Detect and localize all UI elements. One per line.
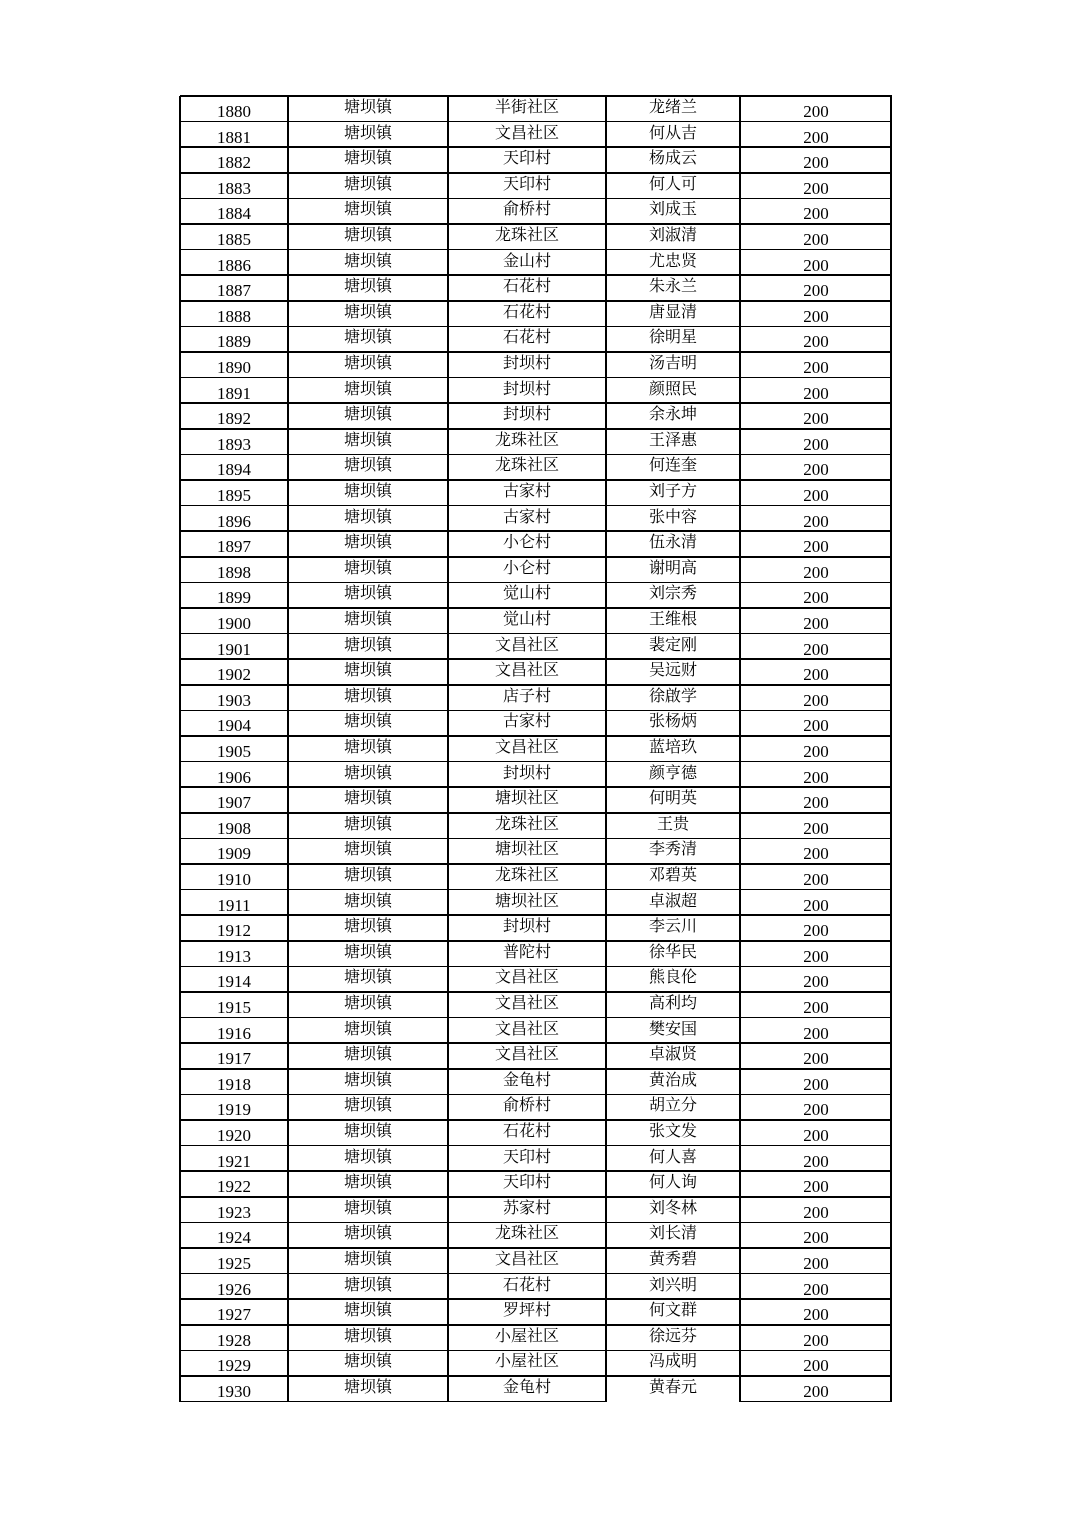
amount-cell: 200 xyxy=(803,178,829,198)
serial-number-cell: 1903 xyxy=(217,690,251,710)
serial-number-cell: 1916 xyxy=(217,1023,251,1043)
town-cell: 塘坝镇 xyxy=(343,1095,392,1115)
amount-cell: 200 xyxy=(803,844,829,864)
subsidy-table xyxy=(180,96,892,1410)
amount-cell: 200 xyxy=(803,818,829,838)
town-cell: 塘坝镇 xyxy=(343,353,392,372)
amount-cell: 200 xyxy=(803,742,829,761)
amount-cell: 200 xyxy=(803,793,829,813)
village-cell: 封坝村 xyxy=(502,378,551,398)
town-cell: 塘坝镇 xyxy=(343,1300,392,1320)
town-cell: 塘坝镇 xyxy=(343,711,392,731)
amount-cell: 200 xyxy=(803,1356,829,1376)
serial-number-cell: 1918 xyxy=(217,1074,251,1094)
village-cell: 古家村 xyxy=(502,711,551,731)
amount-cell: 200 xyxy=(803,588,829,608)
village-cell: 石花村 xyxy=(502,327,551,347)
town-cell: 塘坝镇 xyxy=(343,609,392,628)
amount-cell: 200 xyxy=(803,1100,829,1120)
serial-number-cell: 1911 xyxy=(217,895,251,915)
serial-number-cell: 1884 xyxy=(217,204,251,224)
village-cell: 金龟村 xyxy=(502,1377,551,1396)
village-cell: 龙珠社区 xyxy=(494,225,559,244)
person-name-cell: 徐远芬 xyxy=(648,1325,697,1345)
serial-number-cell: 1922 xyxy=(217,1177,251,1197)
person-name-cell: 何人喜 xyxy=(648,1146,697,1166)
village-cell: 普陀村 xyxy=(502,941,551,961)
village-cell: 小仑村 xyxy=(502,557,551,577)
town-cell: 塘坝镇 xyxy=(343,839,392,859)
town-cell: 塘坝镇 xyxy=(343,1249,392,1268)
grid-line xyxy=(605,96,607,1402)
serial-number-cell: 1900 xyxy=(217,614,251,633)
person-name-cell: 黄春元 xyxy=(648,1377,697,1396)
town-cell: 塘坝镇 xyxy=(343,327,392,347)
town-cell: 塘坝镇 xyxy=(343,762,392,782)
town-cell: 塘坝镇 xyxy=(343,993,392,1012)
village-cell: 文昌社区 xyxy=(494,993,559,1012)
person-name-cell: 冯成明 xyxy=(648,1351,697,1371)
amount-cell: 200 xyxy=(803,921,829,941)
serial-number-cell: 1923 xyxy=(217,1202,251,1222)
amount-cell: 200 xyxy=(803,639,829,659)
amount-cell: 200 xyxy=(803,946,829,966)
amount-cell: 200 xyxy=(803,998,829,1017)
town-cell: 塘坝镇 xyxy=(343,1121,392,1140)
person-name-cell: 卓淑贤 xyxy=(648,1044,697,1064)
town-cell: 塘坝镇 xyxy=(343,890,392,910)
serial-number-cell: 1890 xyxy=(217,358,251,377)
village-cell: 石花村 xyxy=(502,301,551,321)
town-cell: 塘坝镇 xyxy=(343,1146,392,1166)
town-cell: 塘坝镇 xyxy=(343,148,392,168)
person-name-cell: 刘长清 xyxy=(648,1223,697,1243)
amount-cell: 200 xyxy=(803,1254,829,1273)
village-cell: 塘坝社区 xyxy=(494,890,559,910)
serial-number-cell: 1895 xyxy=(217,486,251,505)
person-name-cell: 王泽惠 xyxy=(648,429,697,449)
amount-cell: 200 xyxy=(803,537,829,557)
village-cell: 龙珠社区 xyxy=(494,1223,559,1243)
town-cell: 塘坝镇 xyxy=(343,532,392,552)
town-cell: 塘坝镇 xyxy=(343,378,392,398)
town-cell: 塘坝镇 xyxy=(343,301,392,321)
amount-cell: 200 xyxy=(803,1126,829,1145)
grid-line xyxy=(890,96,892,1402)
serial-number-cell: 1919 xyxy=(217,1100,251,1120)
serial-number-cell: 1887 xyxy=(217,281,251,301)
amount-cell: 200 xyxy=(803,358,829,377)
village-cell: 文昌社区 xyxy=(494,122,559,142)
serial-number-cell: 1917 xyxy=(217,1049,251,1069)
serial-number-cell: 1891 xyxy=(217,383,251,403)
amount-cell: 200 xyxy=(803,1074,829,1094)
amount-cell: 200 xyxy=(803,895,829,915)
serial-number-cell: 1930 xyxy=(217,1382,251,1401)
serial-number-cell: 1928 xyxy=(217,1330,251,1350)
serial-number-cell: 1924 xyxy=(217,1228,251,1248)
person-name-cell: 刘子方 xyxy=(648,481,697,500)
town-cell: 塘坝镇 xyxy=(343,199,392,219)
amount-cell: 200 xyxy=(803,716,829,736)
town-cell: 塘坝镇 xyxy=(343,737,392,756)
serial-number-cell: 1920 xyxy=(217,1126,251,1145)
serial-number-cell: 1880 xyxy=(217,102,251,121)
person-name-cell: 张文发 xyxy=(648,1121,697,1140)
person-name-cell: 吴远财 xyxy=(648,660,697,680)
serial-number-cell: 1926 xyxy=(217,1279,251,1299)
serial-number-cell: 1901 xyxy=(217,639,251,659)
person-name-cell: 唐显清 xyxy=(648,301,697,321)
amount-cell: 200 xyxy=(803,1177,829,1197)
serial-number-cell: 1915 xyxy=(217,998,251,1017)
village-cell: 龙珠社区 xyxy=(494,865,559,884)
town-cell: 塘坝镇 xyxy=(343,173,392,193)
village-cell: 金龟村 xyxy=(502,1069,551,1089)
person-name-cell: 龙绪兰 xyxy=(648,97,697,116)
amount-cell: 200 xyxy=(803,281,829,301)
amount-cell: 200 xyxy=(803,614,829,633)
town-cell: 塘坝镇 xyxy=(343,865,392,884)
village-cell: 半街社区 xyxy=(494,97,559,116)
amount-cell: 200 xyxy=(803,460,829,480)
amount-cell: 200 xyxy=(803,1228,829,1248)
person-name-cell: 何连奎 xyxy=(648,455,697,475)
town-cell: 塘坝镇 xyxy=(343,97,392,116)
amount-cell: 200 xyxy=(803,1202,829,1222)
town-cell: 塘坝镇 xyxy=(343,634,392,654)
town-cell: 塘坝镇 xyxy=(343,455,392,475)
serial-number-cell: 1894 xyxy=(217,460,251,480)
town-cell: 塘坝镇 xyxy=(343,481,392,500)
town-cell: 塘坝镇 xyxy=(343,1197,392,1217)
town-cell: 塘坝镇 xyxy=(343,1172,392,1192)
amount-cell: 200 xyxy=(803,1023,829,1043)
person-name-cell: 黄秀碧 xyxy=(648,1249,697,1268)
town-cell: 塘坝镇 xyxy=(343,1223,392,1243)
town-cell: 塘坝镇 xyxy=(343,122,392,142)
village-cell: 金山村 xyxy=(502,250,551,270)
amount-cell: 200 xyxy=(803,409,829,429)
village-cell: 天印村 xyxy=(502,1146,551,1166)
town-cell: 塘坝镇 xyxy=(343,1377,392,1396)
village-cell: 文昌社区 xyxy=(494,1249,559,1268)
grid-line xyxy=(739,96,741,1402)
person-name-cell: 李秀清 xyxy=(648,839,697,859)
amount-cell: 200 xyxy=(803,767,829,787)
person-name-cell: 王贵 xyxy=(656,813,689,833)
village-cell: 觉山村 xyxy=(502,583,551,603)
amount-cell: 200 xyxy=(803,102,829,121)
town-cell: 塘坝镇 xyxy=(343,404,392,424)
person-name-cell: 高利均 xyxy=(648,993,697,1012)
village-cell: 封坝村 xyxy=(502,353,551,372)
person-name-cell: 何从吉 xyxy=(648,122,697,142)
town-cell: 塘坝镇 xyxy=(343,276,392,296)
village-cell: 封坝村 xyxy=(502,762,551,782)
grid-line xyxy=(180,1401,607,1403)
serial-number-cell: 1896 xyxy=(217,511,251,531)
village-cell: 封坝村 xyxy=(502,916,551,936)
village-cell: 文昌社区 xyxy=(494,660,559,680)
amount-cell: 200 xyxy=(803,690,829,710)
village-cell: 古家村 xyxy=(502,481,551,500)
grid-line xyxy=(447,96,449,1402)
serial-number-cell: 1898 xyxy=(217,562,251,582)
town-cell: 塘坝镇 xyxy=(343,941,392,961)
serial-number-cell: 1899 xyxy=(217,588,251,608)
person-name-cell: 尤忠贤 xyxy=(648,250,697,270)
town-cell: 塘坝镇 xyxy=(343,916,392,936)
person-name-cell: 谢明高 xyxy=(648,557,697,577)
serial-number-cell: 1893 xyxy=(217,434,251,454)
person-name-cell: 刘成玉 xyxy=(648,199,697,219)
town-cell: 塘坝镇 xyxy=(343,583,392,603)
person-name-cell: 熊良伦 xyxy=(648,967,697,987)
village-cell: 封坝村 xyxy=(502,404,551,424)
town-cell: 塘坝镇 xyxy=(343,1018,392,1038)
serial-number-cell: 1886 xyxy=(217,255,251,275)
village-cell: 天印村 xyxy=(502,1172,551,1192)
serial-number-cell: 1882 xyxy=(217,153,251,173)
serial-number-cell: 1925 xyxy=(217,1254,251,1273)
serial-number-cell: 1914 xyxy=(217,972,251,992)
person-name-cell: 颜照民 xyxy=(648,378,697,398)
village-cell: 石花村 xyxy=(502,1274,551,1294)
person-name-cell: 伍永清 xyxy=(648,532,697,552)
village-cell: 小屋社区 xyxy=(494,1351,559,1371)
person-name-cell: 李云川 xyxy=(648,916,697,936)
town-cell: 塘坝镇 xyxy=(343,1274,392,1294)
village-cell: 罗坪村 xyxy=(502,1300,551,1320)
person-name-cell: 刘宗秀 xyxy=(648,583,697,603)
town-cell: 塘坝镇 xyxy=(343,1351,392,1371)
amount-cell: 200 xyxy=(803,306,829,326)
person-name-cell: 徐明星 xyxy=(648,327,697,347)
serial-number-cell: 1910 xyxy=(217,870,251,889)
amount-cell: 200 xyxy=(803,1382,829,1401)
village-cell: 觉山村 xyxy=(502,609,551,628)
person-name-cell: 刘冬林 xyxy=(648,1197,697,1217)
town-cell: 塘坝镇 xyxy=(343,1069,392,1089)
amount-cell: 200 xyxy=(803,1305,829,1325)
person-name-cell: 何明英 xyxy=(648,788,697,808)
town-cell: 塘坝镇 xyxy=(343,506,392,526)
person-name-cell: 徐啟学 xyxy=(648,685,697,705)
town-cell: 塘坝镇 xyxy=(343,429,392,449)
village-cell: 石花村 xyxy=(502,276,551,296)
serial-number-cell: 1905 xyxy=(217,742,251,761)
amount-cell: 200 xyxy=(803,1151,829,1171)
village-cell: 文昌社区 xyxy=(494,1044,559,1064)
village-cell: 天印村 xyxy=(502,148,551,168)
person-name-cell: 蓝培玖 xyxy=(648,737,697,756)
village-cell: 小仑村 xyxy=(502,532,551,552)
serial-number-cell: 1883 xyxy=(217,178,251,198)
amount-cell: 200 xyxy=(803,972,829,992)
town-cell: 塘坝镇 xyxy=(343,788,392,808)
amount-cell: 200 xyxy=(803,255,829,275)
town-cell: 塘坝镇 xyxy=(343,813,392,833)
village-cell: 塘坝社区 xyxy=(494,788,559,808)
village-cell: 龙珠社区 xyxy=(494,813,559,833)
amount-cell: 200 xyxy=(803,383,829,403)
town-cell: 塘坝镇 xyxy=(343,1044,392,1064)
amount-cell: 200 xyxy=(803,1279,829,1299)
village-cell: 龙珠社区 xyxy=(494,455,559,475)
village-cell: 文昌社区 xyxy=(494,967,559,987)
person-name-cell: 张中容 xyxy=(648,506,697,526)
village-cell: 文昌社区 xyxy=(494,634,559,654)
person-name-cell: 何人可 xyxy=(648,173,697,193)
person-name-cell: 何文群 xyxy=(648,1300,697,1320)
amount-cell: 200 xyxy=(803,486,829,505)
amount-cell: 200 xyxy=(803,1330,829,1350)
person-name-cell: 刘兴明 xyxy=(648,1274,697,1294)
town-cell: 塘坝镇 xyxy=(343,557,392,577)
village-cell: 古家村 xyxy=(502,506,551,526)
amount-cell: 200 xyxy=(803,332,829,352)
person-name-cell: 余永坤 xyxy=(648,404,697,424)
serial-number-cell: 1921 xyxy=(217,1151,251,1171)
person-name-cell: 胡立分 xyxy=(648,1095,697,1115)
serial-number-cell: 1897 xyxy=(217,537,251,557)
serial-number-cell: 1889 xyxy=(217,332,251,352)
person-name-cell: 黄治成 xyxy=(648,1069,697,1089)
amount-cell: 200 xyxy=(803,127,829,147)
amount-cell: 200 xyxy=(803,204,829,224)
grid-line xyxy=(287,96,289,1402)
person-name-cell: 邓碧英 xyxy=(648,865,697,884)
serial-number-cell: 1902 xyxy=(217,665,251,685)
amount-cell: 200 xyxy=(803,665,829,685)
serial-number-cell: 1929 xyxy=(217,1356,251,1376)
amount-cell: 200 xyxy=(803,511,829,531)
town-cell: 塘坝镇 xyxy=(343,225,392,244)
serial-number-cell: 1912 xyxy=(217,921,251,941)
village-cell: 天印村 xyxy=(502,173,551,193)
serial-number-cell: 1892 xyxy=(217,409,251,429)
amount-cell: 200 xyxy=(803,1049,829,1069)
village-cell: 小屋社区 xyxy=(494,1325,559,1345)
serial-number-cell: 1927 xyxy=(217,1305,251,1325)
town-cell: 塘坝镇 xyxy=(343,250,392,270)
serial-number-cell: 1888 xyxy=(217,306,251,326)
village-cell: 塘坝社区 xyxy=(494,839,559,859)
person-name-cell: 裴定刚 xyxy=(648,634,697,654)
village-cell: 俞桥村 xyxy=(502,199,551,219)
person-name-cell: 张杨炳 xyxy=(648,711,697,731)
town-cell: 塘坝镇 xyxy=(343,685,392,705)
serial-number-cell: 1907 xyxy=(217,793,251,813)
person-name-cell: 卓淑超 xyxy=(648,890,697,910)
village-cell: 龙珠社区 xyxy=(494,429,559,449)
person-name-cell: 刘淑清 xyxy=(648,225,697,244)
grid-line xyxy=(179,96,181,1402)
serial-number-cell: 1909 xyxy=(217,844,251,864)
amount-cell: 200 xyxy=(803,562,829,582)
village-cell: 石花村 xyxy=(502,1121,551,1140)
amount-cell: 200 xyxy=(803,870,829,889)
person-name-cell: 颜亨德 xyxy=(648,762,697,782)
grid-line xyxy=(740,1401,892,1403)
amount-cell: 200 xyxy=(803,153,829,173)
serial-number-cell: 1904 xyxy=(217,716,251,736)
person-name-cell: 樊安国 xyxy=(648,1018,697,1038)
amount-cell: 200 xyxy=(803,434,829,454)
amount-cell: 200 xyxy=(803,230,829,249)
serial-number-cell: 1881 xyxy=(217,127,251,147)
person-name-cell: 杨成云 xyxy=(648,148,697,168)
village-cell: 文昌社区 xyxy=(494,1018,559,1038)
village-cell: 文昌社区 xyxy=(494,737,559,756)
serial-number-cell: 1885 xyxy=(217,230,251,249)
town-cell: 塘坝镇 xyxy=(343,967,392,987)
town-cell: 塘坝镇 xyxy=(343,660,392,680)
village-cell: 苏家村 xyxy=(502,1197,551,1217)
person-name-cell: 汤吉明 xyxy=(648,353,697,372)
person-name-cell: 王维根 xyxy=(648,609,697,628)
person-name-cell: 徐华民 xyxy=(648,941,697,961)
serial-number-cell: 1908 xyxy=(217,818,251,838)
serial-number-cell: 1913 xyxy=(217,946,251,966)
serial-number-cell: 1906 xyxy=(217,767,251,787)
village-cell: 俞桥村 xyxy=(502,1095,551,1115)
village-cell: 店子村 xyxy=(502,685,551,705)
town-cell: 塘坝镇 xyxy=(343,1325,392,1345)
person-name-cell: 朱永兰 xyxy=(648,276,697,296)
person-name-cell: 何人询 xyxy=(648,1172,697,1192)
